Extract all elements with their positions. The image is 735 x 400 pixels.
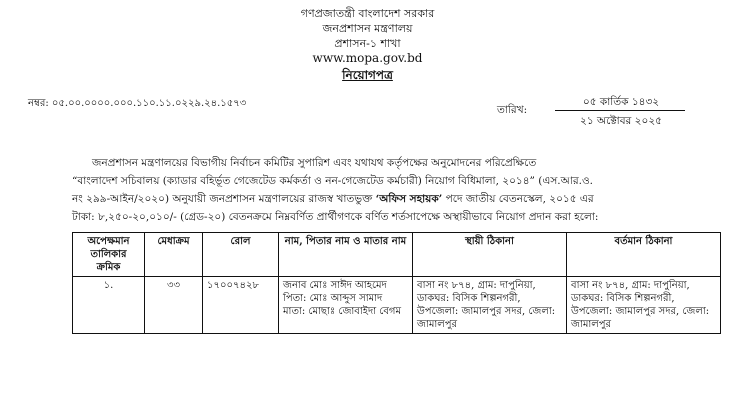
table-header-row (73, 233, 721, 277)
cell-serial: ১. (73, 277, 145, 334)
body-line-3-start: নং ২৯৯-আইন/২০২০) অনুযায়ী জনপ্রশাসন মন্ত্রণালয়ের রাজস্ব খাতভুক্ত (72, 193, 376, 205)
section-name: প্রশাসন-১ শাখা (334, 37, 401, 50)
candidate-name: জনাব মোঃ সাঈদ আহমেদ (283, 280, 387, 291)
cell-roll: ১৭০০৭৪২৮ (203, 277, 279, 334)
document-title: নিয়োগপত্র (342, 68, 393, 82)
table-row (73, 277, 721, 334)
body-line-2: “বাংলাদেশ সচিবালয় (ক্যাডার বহির্ভূত গেজেটেড কর্মকর্তা ও নন-গেজেটেড কর্মচারী) নিয়োগ বিধিমালা, ২০১৪” (এস.আর.ও. (72, 175, 594, 187)
header-name: নাম, পিতার নাম ও মাতার নাম (279, 233, 413, 277)
cell-permanent-address: বাসা নং ৮৭৪, গ্রাম: দাপুনিয়া, ডাকঘর: বিসিক শিল্পনগরী, উপজেলা: জামালপুর সদর, জেলা: জামালপুর (413, 277, 567, 334)
header-permanent-address: স্থায়ী ঠিকানা (413, 233, 567, 277)
body-line-4: টাকা: ৮,২৫০-২০,০১০/- (গ্রেড-২০) বেতনক্রমে নিম্নবর্ণিত প্রার্থীগণকে বর্ণিত শর্তসাপেক্ষে অস্থায়ীভাবে নিয়োগ প্রদান করা হলো: (72, 211, 599, 223)
body-line-3 (72, 192, 712, 206)
cell-merit: ৩৩ (145, 277, 203, 334)
header-roll: রোল (203, 233, 279, 277)
cell-present-address: বাসা নং ৮৭৪, গ্রাম: দাপুনিয়া, ডাকঘর: বিসিক শিল্পনগরী, উপজেলা: জামালপুর সদর, জেলা: জামালপুর (567, 277, 721, 334)
date-label: তারিখ: (497, 104, 528, 116)
date-bangla: ০৫ কার্তিক ১৪৩২ (582, 96, 660, 108)
govt-name: গণপ্রজাতন্ত্রী বাংলাদেশ সরকার (300, 7, 435, 20)
date-english: ২১ অক্টোবর ২০২৫ (580, 115, 662, 127)
body-line-1: জনপ্রশাসন মন্ত্রণালয়ের বিভাগীয় নির্বাচন কমিটির সুপারিশ এবং যথাযথ কর্তৃপক্ষের অনুমোদনের পরিপ্রেক্ষিতে (92, 157, 537, 169)
date-divider (555, 110, 685, 111)
mother-name: মাতা: মোছাঃ জোবাইদা বেগম (283, 306, 402, 317)
father-name: পিতা: মোঃ আব্দুস সামাদ (283, 293, 383, 304)
website-link[interactable]: www.mopa.gov.bd (312, 51, 423, 65)
body-line-3-end: পদে জাতীয় বেতনস্কেল, ২০১৫ এর (442, 193, 594, 205)
memo-number: নম্বর: ০৫.০০.০০০০.০০০.১১০.১১.০২২৯.২৪.১৫৭৩ (28, 98, 247, 109)
cell-name (279, 277, 413, 334)
header-present-address: বর্তমান ঠিকানা (567, 233, 721, 277)
header-serial: অপেক্ষমান তালিকার ক্রমিক (73, 233, 145, 277)
post-title: ‘অফিস সহায়ক’ (375, 193, 443, 205)
ministry-name: জনপ্রশাসন মন্ত্রণালয় (322, 22, 413, 35)
appointee-table (72, 232, 721, 334)
header-merit: মেধাক্রম (145, 233, 203, 277)
